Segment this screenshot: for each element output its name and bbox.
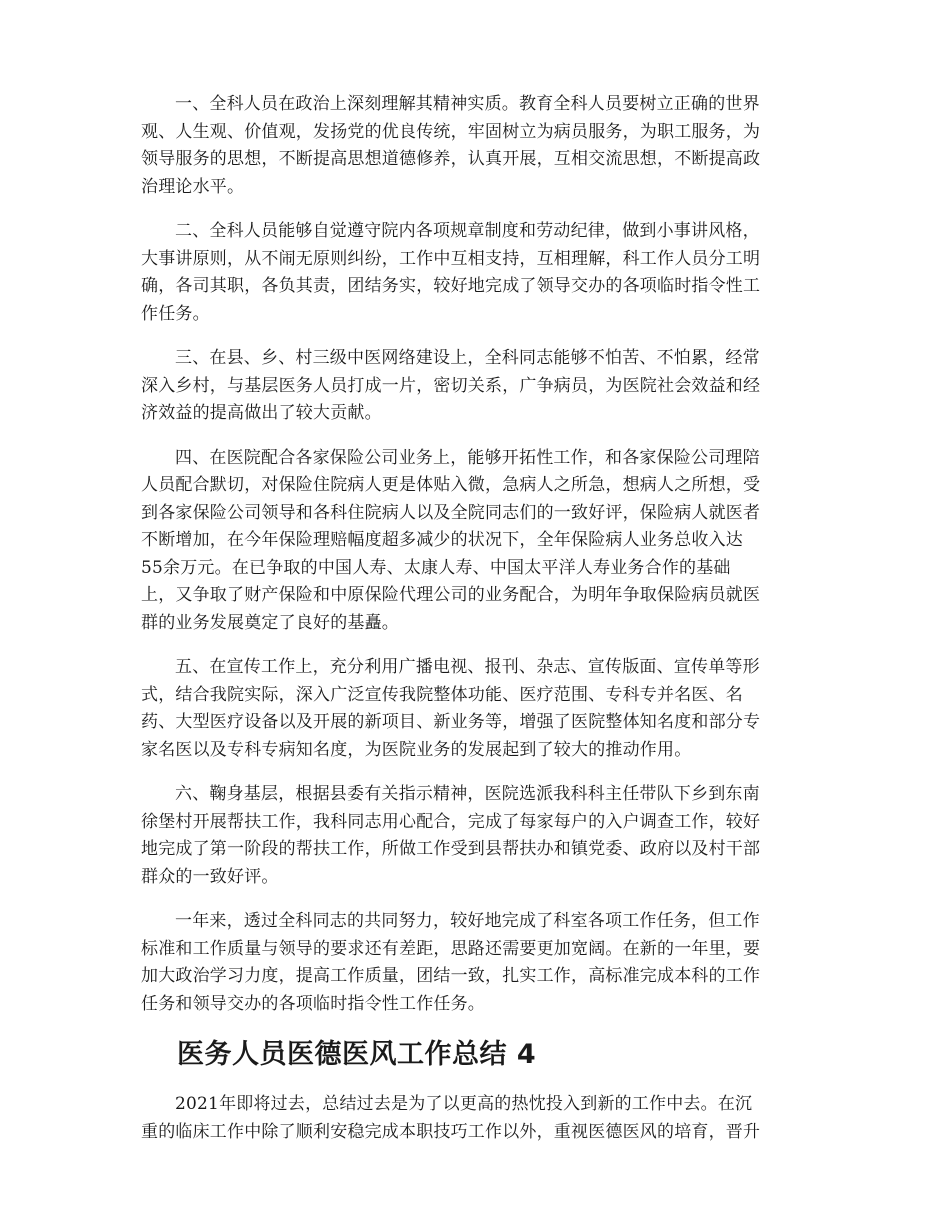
paragraph-line: 标准和工作质量与领导的要求还有差距，思路还需要更加宽阔。在新的一年里，要 — [141, 938, 761, 959]
paragraph-line: 地完成了第一阶段的帮扶工作，所做工作受到县帮扶办和镇党委、政府以及村干部 — [141, 839, 761, 859]
paragraph-line: 五、在宣传工作上，充分利用广播电视、报刊、杂志、宣传版面、宣传单等形 — [175, 657, 760, 677]
paragraph-line: 人员配合默切，对保险住院病人更是体贴入微，急病人之所急，想病人之所想，受 — [141, 475, 761, 495]
paragraph-line: 二、全科人员能够自觉遵守院内各项规章制度和劳动纪律，做到小事讲风格， — [175, 221, 760, 241]
paragraph-line: 重的临床工作中除了顺利安稳完成本职技巧工作以外，重视医德医风的培育，晋升 — [141, 1121, 761, 1142]
paragraph-1 — [141, 91, 813, 201]
paragraph-line: 2021年即将过去，总结过去是为了以更高的热忱投入到新的工作中去。在沉 — [175, 1094, 753, 1114]
paragraph-line: 55余万元。在已争取的中国人寿、太康人寿、中国太平洋人寿业务合作的基础 — [141, 557, 731, 578]
paragraph-5 — [141, 654, 813, 764]
paragraph-line: 三、在县、乡、村三级中医网络建设上，全科同志能够不怕苦、不怕累，经常 — [175, 348, 760, 368]
paragraph-6 — [141, 781, 813, 891]
paragraph-line: 加大政治学习力度，提高工作质量，团结一致，扎实工作，高标准完成本科的工作 — [141, 966, 761, 986]
paragraph-2 — [141, 218, 813, 328]
paragraph-line: 徐堡村开展帮扶工作，我科同志用心配合，完成了每家每户的入户调查工作，较好 — [141, 811, 761, 832]
paragraph-line: 群的业务发展奠定了良好的基矗。 — [141, 612, 399, 633]
paragraph-7 — [141, 908, 813, 1018]
paragraph-line: 六、鞠身基层，根据县委有关指示精神，医院选派我科科主任带队下乡到东南 — [175, 784, 760, 804]
paragraph-line: 到各家保险公司领导和各科住院病人以及全院同志们的一致好评，保险病人就医者 — [141, 502, 761, 523]
paragraph-line: 一年来，透过全科同志的共同努力，较好地完成了科室各项工作任务，但工作 — [175, 911, 760, 931]
paragraph-line: 药、大型医疗设备以及开展的新项目、新业务等，增强了医院整体知名度和部分专 — [141, 712, 761, 732]
paragraph-3 — [141, 345, 813, 428]
paragraph-line: 治理论水平。 — [141, 176, 245, 197]
paragraph-line: 群众的一致好评。 — [141, 866, 279, 887]
paragraph-line: 一、全科人员在政治上深刻理解其精神实质。教育全科人员要树立正确的世界 — [175, 94, 760, 114]
document-page — [141, 91, 813, 1163]
section-heading: 医务人员医德医风工作总结 4 — [177, 1039, 537, 1070]
paragraph-line: 不断增加，在今年保险理赔幅度超多减少的状况下，全年保险病人业务总收入达 — [141, 530, 743, 550]
paragraph-4 — [141, 445, 813, 638]
paragraph-line: 任务和领导交办的各项临时指令性工作任务。 — [141, 993, 485, 1014]
paragraph-line: 深入乡村，与基层医务人员打成一片，密切关系，广争病员，为医院社会效益和经 — [141, 375, 761, 396]
paragraph-line: 确，各司其职，各负其责，团结务实，较好地完成了领导交办的各项临时指令性工 — [141, 276, 761, 296]
paragraph-line: 家名医以及专科专病知名度，为医院业务的发展起到了较大的推动作用。 — [141, 739, 692, 760]
paragraph-line: 式，结合我院实际，深入广泛宣传我院整体功能、医疗范围、专科专并名医、名 — [141, 684, 743, 705]
paragraph-line: 观、人生观、价值观，发扬党的优良传统，牢固树立为病员服务，为职工服务，为 — [141, 121, 761, 142]
paragraph-after-heading — [141, 1091, 813, 1146]
paragraph-line: 作任务。 — [141, 303, 210, 324]
paragraph-line: 济效益的提高做出了较大贡献。 — [141, 403, 382, 423]
paragraph-line: 四、在医院配合各家保险公司业务上，能够开拓性工作，和各家保险公司理陪 — [175, 447, 760, 468]
paragraph-line: 上，又争取了财产保险和中原保险代理公司的业务配合，为明年争取保险病员就医 — [141, 585, 761, 605]
paragraph-line: 领导服务的思想，不断提高思想道德修养，认真开展，互相交流思想，不断提高政 — [141, 149, 761, 169]
paragraph-line: 大事讲原则，从不闹无原则纠纷，工作中互相支持，互相理解，科工作人员分工明 — [141, 248, 761, 269]
